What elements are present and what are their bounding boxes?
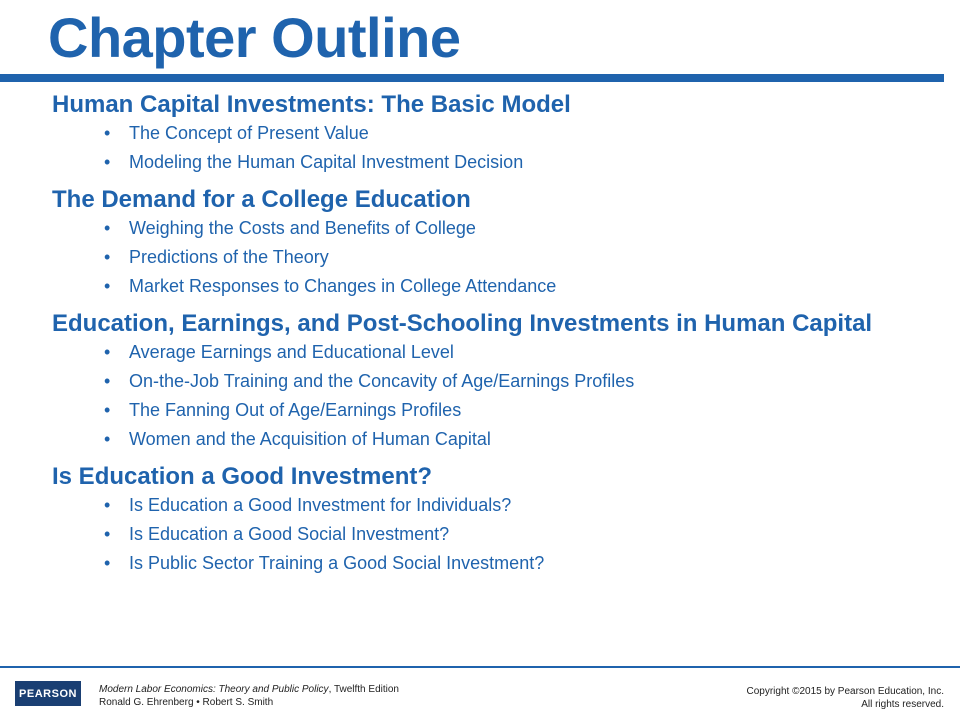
bullet-icon: • (104, 429, 111, 449)
bullet-text: Is Education a Good Social Investment? (129, 524, 450, 544)
bullet-item (52, 243, 932, 272)
bullet-item (52, 520, 932, 549)
bullet-text: Average Earnings and Educational Level (129, 342, 454, 362)
bullet-icon: • (104, 247, 111, 267)
bullet-list (52, 119, 932, 177)
bullet-item (52, 272, 932, 301)
bullet-icon: • (104, 123, 111, 143)
pearson-logo: PEARSON (15, 681, 81, 706)
book-title: Modern Labor Economics: Theory and Public Policy (99, 684, 329, 695)
bullet-text: The Fanning Out of Age/Earnings Profiles (129, 400, 462, 420)
bullet-item (52, 367, 932, 396)
outline-section (52, 185, 932, 301)
outline-section (52, 309, 932, 454)
copyright-notice (747, 685, 945, 711)
footer-divider (0, 666, 960, 668)
book-title-line (99, 683, 399, 696)
bullet-icon: • (104, 152, 111, 172)
bullet-text: Market Responses to Changes in College Attendance (129, 276, 557, 296)
bullet-list (52, 338, 932, 454)
bullet-icon: • (104, 342, 111, 362)
outline-section (52, 90, 932, 177)
bullet-text: The Concept of Present Value (129, 123, 369, 143)
rights-line: All rights reserved. (861, 699, 944, 710)
bullet-text: Women and the Acquisition of Human Capital (129, 429, 491, 449)
bullet-text: Predictions of the Theory (129, 247, 329, 267)
book-authors: Ronald G. Ehrenberg • Robert S. Smith (99, 697, 274, 708)
book-citation (99, 683, 399, 709)
bullet-icon: • (104, 400, 111, 420)
bullet-item (52, 549, 932, 578)
bullet-icon: • (104, 553, 111, 573)
bullet-item (52, 148, 932, 177)
bullet-text: Weighing the Costs and Benefits of College (129, 218, 476, 238)
bullet-item (52, 338, 932, 367)
bullet-list (52, 214, 932, 301)
title-divider (0, 74, 944, 82)
slide-title: Chapter Outline (48, 6, 461, 69)
bullet-item (52, 396, 932, 425)
bullet-text: Modeling the Human Capital Investment Decision (129, 152, 524, 172)
bullet-icon: • (104, 524, 111, 544)
section-heading: Human Capital Investments: The Basic Model (52, 91, 571, 118)
bullet-icon: • (104, 218, 111, 238)
bullet-text: On-the-Job Training and the Concavity of Age/Earnings Profiles (129, 371, 635, 391)
section-heading: The Demand for a College Education (52, 186, 471, 213)
bullet-item (52, 491, 932, 520)
bullet-icon: • (104, 371, 111, 391)
bullet-icon: • (104, 495, 111, 515)
bullet-icon: • (104, 276, 111, 296)
bullet-list (52, 491, 932, 578)
bullet-text: Is Education a Good Investment for Individuals? (129, 495, 512, 515)
bullet-item (52, 425, 932, 454)
section-heading: Education, Earnings, and Post-Schooling Investments in Human Capital (52, 310, 873, 337)
chapter-outline (52, 88, 932, 578)
section-heading: Is Education a Good Investment? (52, 463, 433, 490)
bullet-item (52, 119, 932, 148)
bullet-text: Is Public Sector Training a Good Social Investment? (129, 553, 545, 573)
outline-section (52, 462, 932, 578)
book-edition: , Twelfth Edition (328, 684, 399, 695)
bullet-item (52, 214, 932, 243)
copyright-line: Copyright ©2015 by Pearson Education, Inc. (746, 686, 944, 697)
